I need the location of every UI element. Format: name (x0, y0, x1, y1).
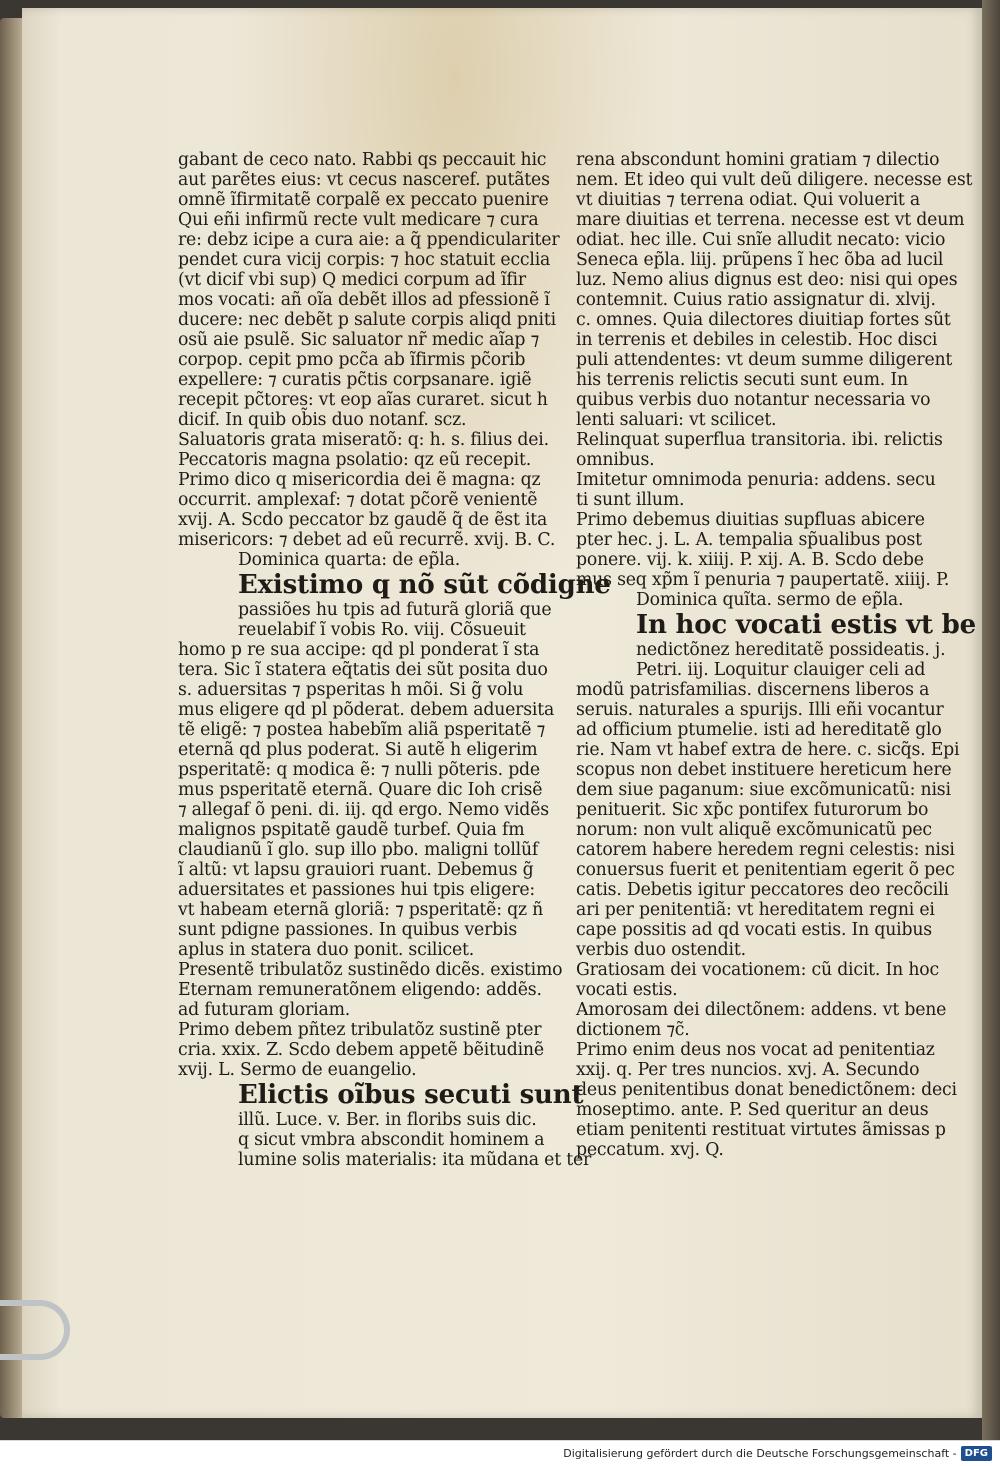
text-line: misericors: ⁊ debet ad eũ recurrẽ. xvij. B. C. (178, 530, 556, 550)
text-line: Primo enim deus nos vocat ad penitentiaz (576, 1040, 935, 1060)
text-line: nedictõnez hereditatẽ possideatis. j. (636, 640, 946, 660)
text-line: catis. Debetis igitur peccatores deo recõcili (576, 880, 949, 900)
text-line: omnẽ ĩfirmitatẽ corpalẽ ex peccato puenire (178, 190, 549, 210)
text-line: vocati estis. (576, 980, 678, 1000)
text-line: penituerit. Sic xp̃c pontifex futurorum bo (576, 800, 929, 820)
text-line: ponere. vij. k. xiiij. P. xij. A. B. Scdo debe (576, 550, 924, 570)
text-line: conuersus fuerit et penitentiam egerit õ pec (576, 860, 955, 880)
text-line: Amorosam dei dilectõnem: addens. vt bene (576, 1000, 947, 1020)
text-line: dictionem ⁊c̃. (576, 1020, 690, 1040)
text-line: gabant de ceco nato. Rabbi qs peccauit hic (178, 150, 547, 170)
text-line: quibus verbis duo notantur necessaria vo (576, 390, 931, 410)
text-line: rena abscondunt homini gratiam ⁊ dilectio (576, 150, 940, 170)
text-line: etiam penitenti restituat virtutes ãmissas p (576, 1120, 946, 1140)
text-line: Saluatoris grata miseratõ: q: h. s. filius dei. (178, 430, 549, 450)
text-line: vt habeam eternã gloriã: ⁊ psperitatẽ: qz ñ (178, 900, 544, 920)
text-line: mus eligere qd pl põderat. debem aduersita (178, 700, 555, 720)
text-line: luz. Nemo alius dignus est deo: nisi qui opes (576, 270, 958, 290)
text-line: vt diuitias ⁊ terrena odiat. Qui voluerit a (576, 190, 921, 210)
text-line: seruis. naturales a spurijs. Illi eñi vocantur (576, 700, 944, 720)
footer-bar (0, 1440, 1000, 1466)
text-line: verbis duo ostendit. (576, 940, 746, 960)
text-line: Petri. iij. Loquitur clauiger celi ad (636, 660, 926, 680)
text-line: ad officium ptumelie. isti ad hereditatẽ glo (576, 720, 942, 740)
text-line: cape possitis ad qd vocati estis. In quibus (576, 920, 932, 940)
text-line: claudianũ ĩ glo. sup illo pbo. maligni tollũf (178, 840, 539, 860)
text-line: Primo debemus diuitias supfluas abicere (576, 510, 925, 530)
text-line: contemnit. Cuius ratio assignatur di. xlvij. (576, 290, 936, 310)
text-line: xxij. q. Per tres nuncios. xvj. A. Secundo (576, 1060, 920, 1080)
text-line: deus penitentibus donat benedictõnem: deci (576, 1080, 957, 1100)
paper-clip (0, 1300, 70, 1360)
text-line: reuelabif ĩ vobis Ro. viij. Cõsueuit (238, 620, 526, 640)
text-line: illũ. Luce. v. Ber. in floribs suis dic. (238, 1110, 537, 1130)
text-line: lumine solis materialis: ita mũdana et ter (238, 1150, 592, 1170)
text-line: (vt dicif vbi sup) Q medici corpum ad ĩfir (178, 270, 526, 290)
section-heading: In hoc vocati estis vt be (636, 610, 976, 640)
section-heading: Elictis oĩbus secuti sunt (238, 1080, 584, 1110)
section-heading: Existimo q nõ sũt cõdigne (238, 570, 611, 600)
text-line: cria. xxix. Z. Scdo debem appetẽ bẽitudinẽ (178, 1040, 544, 1060)
text-line: pendet cura vicij corpis: ⁊ hoc statuit ecclia (178, 250, 551, 270)
text-line: rie. Nam vt habef extra de here. c. sicq̃s. Epi (576, 740, 960, 760)
text-line: Relinquat superflua transitoria. ibi. relictis (576, 430, 943, 450)
text-line: norum: non vult aliquẽ excõmunicatũ pec (576, 820, 932, 840)
text-line: Seneca ep̃la. liij. prũpens ĩ hec õba ad lucil (576, 250, 944, 270)
text-line: lenti saluari: vt scilicet. (576, 410, 777, 430)
text-line: Peccatoris magna psolatio: qz eũ recepit. (178, 450, 532, 470)
text-line: dicif. In quib ob̃is duo notanf. scz. (178, 410, 467, 430)
text-line: Dominica quarta: de ep̃la. (238, 550, 461, 570)
text-line: osũ aie psulẽ. Sic saluator nr̃ medic aĩap ⁊ (178, 330, 539, 350)
dfg-logo: DFG (961, 1446, 992, 1461)
text-line: puli attendentes: vt deum summe diligerent (576, 350, 953, 370)
text-line: ĩ altũ: vt lapsu grauiori ruant. Debemus g̃ (178, 860, 534, 880)
text-line: modũ patrisfamilias. discernens liberos a (576, 680, 930, 700)
text-line: aut parẽtes eius: vt cecus nasceref. putãtes (178, 170, 550, 190)
text-line: ari per penitentiã: vt hereditatem regni ei (576, 900, 935, 920)
text-line: c. omnes. Quia dilectores diuitiap fortes sũt (576, 310, 951, 330)
text-line: dem siue paganum: siue excõmunicatũ: nisi (576, 780, 951, 800)
text-line: ad futuram gloriam. (178, 1000, 351, 1020)
text-line: mus psperitatẽ eternã. Quare dic Ioh crisẽ (178, 780, 543, 800)
text-line: catorem habere heredem regni celestis: nisi (576, 840, 955, 860)
text-line: corpop. cepit pmo pcc̃a ab ĩfirmis pc̃orib (178, 350, 526, 370)
text-line: passiões hu tpis ad futurã gloriã que (238, 600, 552, 620)
text-line: Qui eñi infirmũ recte vult medicare ⁊ cura (178, 210, 539, 230)
text-line: odiat. hec ille. Cui snĩe alludit necato: vicio (576, 230, 946, 250)
text-line: Imitetur omnimoda penuria: addens. secu (576, 470, 936, 490)
text-line: ducere: nec debẽt p salute corpis aliqd pniti (178, 310, 556, 330)
text-line: pter hec. j. L. A. tempalia sp̃ualibus post (576, 530, 922, 550)
text-line: in terrenis et debiles in celestib. Hoc disci (576, 330, 938, 350)
text-line: recepit pc̃tores: vt eop aĩas curaret. sicut h (178, 390, 548, 410)
text-line: Primo dico q misericordia dei ẽ magna: qz (178, 470, 541, 490)
text-line: xvij. A. Scdo peccator bz gaudẽ q̃ de ẽst ita (178, 510, 548, 530)
text-line: eternã qd plus poderat. Si autẽ h eligerim (178, 740, 538, 760)
page-right-edge (982, 0, 1000, 1440)
text-line: Dominica quĩta. sermo de ep̃la. (636, 590, 904, 610)
text-line: q sicut vmbra abscondit hominem a (238, 1130, 545, 1150)
text-line: scopus non debet instituere hereticum here (576, 760, 952, 780)
text-line: xvij. L. Sermo de euangelio. (178, 1060, 417, 1080)
text-line: expellere: ⁊ curatis pc̃tis corpsanare. igiẽ (178, 370, 532, 390)
text-line: psperitatẽ: q modica ẽ: ⁊ nulli põteris. pde (178, 760, 540, 780)
left-text-column (178, 150, 611, 1170)
right-text-column (576, 150, 976, 1160)
text-line: ⁊ allegaf õ peni. di. iij. qd ergo. Nemo vidẽs (178, 800, 549, 820)
text-line: homo p re sua accipe: qd pl ponderat ĩ sta (178, 640, 540, 660)
text-line: re: debz icipe a cura aie: a q̃ ppendiculariter (178, 230, 560, 250)
text-line: occurrit. amplexaf: ⁊ dotat pc̃orẽ venientẽ (178, 490, 538, 510)
footer-credit: Digitalisierung gefördert durch die Deutsche Forschungsgemeinschaft - (563, 1447, 957, 1460)
text-line: mos vocati: añ oĩa debẽt illos ad pfessionẽ ĩ (178, 290, 550, 310)
text-line: his terrenis relictis secuti sunt eum. In (576, 370, 908, 390)
text-line: mare diuitias et terrena. necesse est vt deum (576, 210, 965, 230)
text-line: sunt pdigne passiones. In quibus verbis (178, 920, 518, 940)
text-line: nem. Et ideo qui vult deũ diligere. necesse est (576, 170, 973, 190)
text-line: tera. Sic ĩ statera eq̃tatis dei sũt posita duo (178, 660, 548, 680)
text-line: Eternam remuneratõnem eligendo: addẽs. (178, 980, 542, 1000)
text-line: peccatum. xvj. Q. (576, 1140, 724, 1160)
text-line: Presentẽ tribulatõz sustinẽdo dicẽs. existimo (178, 960, 563, 980)
text-line: aplus in statera duo ponit. scilicet. (178, 940, 475, 960)
text-line: moseptimo. ante. P. Sed queritur an deus (576, 1100, 929, 1120)
text-line: malignos pspitatẽ gaudẽ turbef. Quia fm (178, 820, 525, 840)
text-line: mus seq xp̃m ĩ penuria ⁊ paupertatẽ. xiiij. P. (576, 570, 950, 590)
text-line: tẽ eligẽ: ⁊ postea habebĩm aliã psperitatẽ ⁊ (178, 720, 545, 740)
text-line: Primo debem pñtez tribulatõz sustinẽ pter (178, 1020, 542, 1040)
text-line: aduersitates et passiones hui tpis eligere: (178, 880, 536, 900)
text-line: ti sunt illum. (576, 490, 685, 510)
text-line: Gratiosam dei vocationem: cũ dicit. In hoc (576, 960, 939, 980)
text-line: omnibus. (576, 450, 655, 470)
book-edge (0, 18, 22, 1418)
text-line: s. aduersitas ⁊ psperitas h mõi. Si g̃ volu (178, 680, 524, 700)
